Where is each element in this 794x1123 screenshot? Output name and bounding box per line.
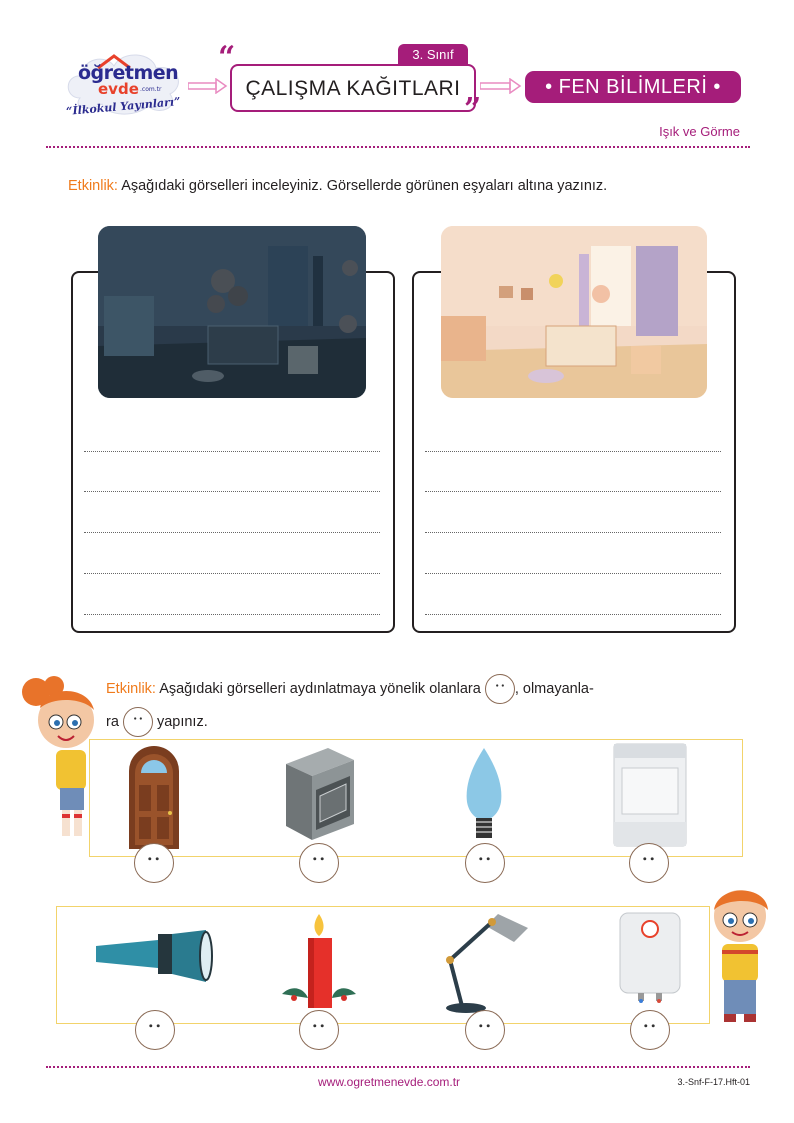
activity-text: ra <box>106 714 123 730</box>
page-title: ÇALIŞMA KAĞITLARI <box>230 64 476 112</box>
flashlight-icon <box>94 930 214 990</box>
door-icon <box>127 745 181 853</box>
answer-line[interactable] <box>84 532 380 533</box>
sad-face-icon <box>123 707 153 737</box>
activity-text: Aşağıdaki görselleri aydınlatmaya yönelik olanlara <box>155 681 485 697</box>
smiley-face-answer[interactable] <box>465 1010 505 1050</box>
water-heater-icon <box>618 911 682 1007</box>
activity-label: Etkinlik: <box>106 681 156 697</box>
light-bulb-icon <box>463 746 505 848</box>
activity1-instruction <box>68 177 708 196</box>
close-quote: ” <box>464 92 482 127</box>
logo-tagline: “İlkokul Yayınları” <box>65 95 181 118</box>
lit-room-image <box>441 226 707 398</box>
answer-line[interactable] <box>425 491 721 492</box>
smiley-face-answer[interactable] <box>629 843 669 883</box>
dark-room-image <box>98 226 366 398</box>
arrow-right-icon <box>480 78 522 98</box>
oven-icon <box>282 746 356 846</box>
smiley-face-answer[interactable] <box>134 843 174 883</box>
answer-line[interactable] <box>84 614 380 615</box>
answer-line[interactable] <box>84 491 380 492</box>
smiley-face-answer[interactable] <box>299 1010 339 1050</box>
open-quote: “ <box>218 40 236 75</box>
boy-illustration <box>700 880 780 1024</box>
activity-label: Etkinlik: <box>68 178 118 194</box>
answer-line[interactable] <box>425 451 721 452</box>
answer-line[interactable] <box>84 573 380 574</box>
logo-domain-text: .com.tr <box>140 86 162 93</box>
answer-line[interactable] <box>425 573 721 574</box>
smiley-face-answer[interactable] <box>135 1010 175 1050</box>
footer-url[interactable]: www.ogretmenevde.com.tr <box>318 1075 461 1089</box>
logo-sub-text: evde <box>98 80 139 98</box>
arrow-right-icon <box>188 78 228 98</box>
desk-lamp-icon <box>440 910 530 1018</box>
answer-line[interactable] <box>425 532 721 533</box>
smiley-face-answer[interactable] <box>299 843 339 883</box>
answer-line[interactable] <box>425 614 721 615</box>
smiley-face-answer[interactable] <box>630 1010 670 1050</box>
activity-text: , olmayanla- <box>514 681 594 697</box>
smiley-face-answer[interactable] <box>465 843 505 883</box>
header-divider <box>46 146 750 148</box>
activity2-instruction <box>106 673 746 739</box>
footer-divider <box>46 1066 750 1068</box>
grade-tab: 3. Sınıf <box>398 44 468 64</box>
topic-label: Işık ve Görme <box>659 124 740 139</box>
footer-code: 3.-Snf-F-17.Hft-01 <box>677 1077 750 1087</box>
smiley-face-icon <box>485 674 515 704</box>
activity-text: Aşağıdaki görselleri inceleyiniz. Görsellerde görünen eşyaları altına yazınız. <box>117 178 608 194</box>
answer-line[interactable] <box>84 451 380 452</box>
activity-text: yapınız. <box>152 714 208 730</box>
logo-main-text: öğretmen <box>78 62 179 84</box>
washing-machine-icon <box>612 742 688 852</box>
subject-badge: • FEN BİLİMLERİ • <box>525 71 741 103</box>
candle-icon <box>278 912 360 1016</box>
